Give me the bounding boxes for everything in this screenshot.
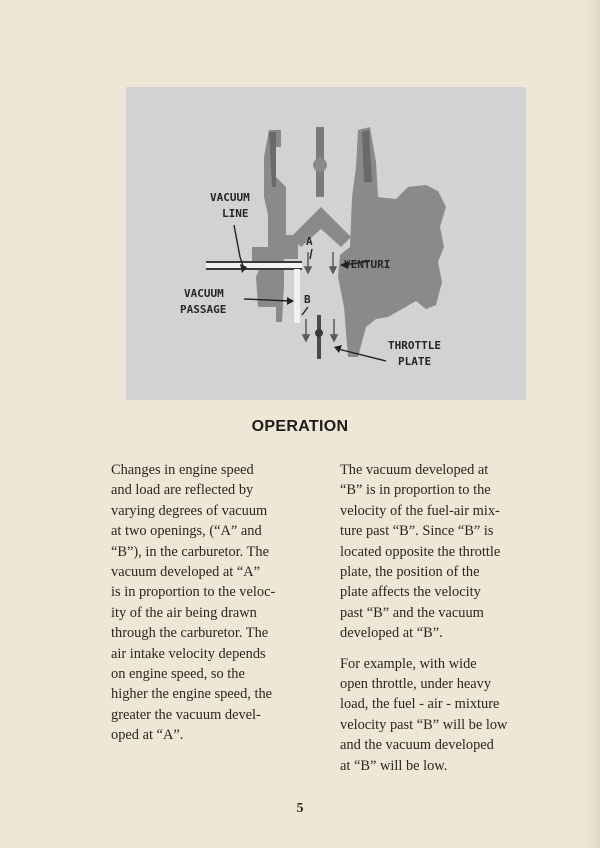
text-line: load, the fuel - air - mixture <box>340 696 500 713</box>
right-text-column <box>340 460 545 776</box>
label-venturi: VENTURI <box>344 258 391 271</box>
text-line: through the carburetor. The <box>111 625 269 642</box>
text-line: past “B” and the vacuum <box>340 604 484 621</box>
text-line: plate, the position of the <box>340 564 480 581</box>
label-point-b: B <box>304 293 311 306</box>
text-line: ture past “B”. Since “B” is <box>340 523 494 540</box>
throttle-shaft <box>315 329 323 337</box>
text-line: Changes in engine speed <box>111 462 254 478</box>
page-number: 5 <box>296 801 304 816</box>
vacuum-line-tube <box>206 263 302 268</box>
text-line: at “B” will be low. <box>340 757 448 774</box>
text-line: developed at “B”. <box>340 625 443 642</box>
text-line: greater the vacuum devel- <box>111 706 261 723</box>
text-line: and load are reflected by <box>111 482 254 499</box>
label-vacuum-passage-1: VACUUM <box>184 287 224 300</box>
label-throttle-plate-2: PLATE <box>398 355 432 368</box>
label-vacuum-line-2: LINE <box>222 207 249 220</box>
text-line: The vacuum developed at <box>340 462 489 478</box>
text-line: For example, with wide <box>340 655 477 672</box>
carburetor-right-wall <box>338 127 446 357</box>
text-line: is in proportion to the veloc- <box>111 584 276 601</box>
text-line: on engine speed, so the <box>111 666 245 683</box>
left-paragraph <box>111 460 317 746</box>
text-line: and the vacuum developed <box>340 737 494 754</box>
text-line: oped at “A”. <box>111 727 184 744</box>
text-line: varying degrees of vacuum <box>111 502 268 519</box>
label-point-a: A <box>306 235 313 248</box>
text-line: located opposite the throttle <box>340 543 501 560</box>
vacuum-passage-channel <box>294 269 300 323</box>
text-line: plate affects the velocity <box>340 584 481 601</box>
text-line: higher the engine speed, the <box>111 686 273 703</box>
left-text-column <box>111 460 317 746</box>
label-vacuum-line-1: VACUUM <box>210 191 250 204</box>
right-paragraph-2 <box>340 654 545 776</box>
vacuum-line-tube-outline <box>206 261 302 263</box>
text-line: velocity past “B” will be low <box>340 716 508 733</box>
right-paragraph-1 <box>340 460 545 644</box>
label-vacuum-passage-2: PASSAGE <box>180 303 227 316</box>
label-throttle-plate-1: THROTTLE <box>388 339 441 352</box>
text-line: at two openings, (“A” and <box>111 523 262 540</box>
carburetor-cutaway-illustration <box>126 87 526 400</box>
text-line: ity of the air being drawn <box>111 604 257 621</box>
carburetor-diagram <box>126 87 526 400</box>
text-line: “B” is in proportion to the <box>340 482 491 499</box>
text-line: open throttle, under heavy <box>340 676 492 693</box>
text-line: air intake velocity depends <box>111 645 266 662</box>
venturi-bridge <box>291 207 351 247</box>
paragraph-gap <box>340 644 545 654</box>
text-line: vacuum developed at “A” <box>111 564 261 581</box>
vacuum-line-tube-outline-lower <box>206 268 302 270</box>
text-line: “B”), in the carburetor. The <box>111 543 269 560</box>
section-heading: OPERATION <box>251 418 349 435</box>
text-line: velocity of the fuel-air mix- <box>340 502 500 519</box>
rod-top-knob <box>313 158 327 172</box>
